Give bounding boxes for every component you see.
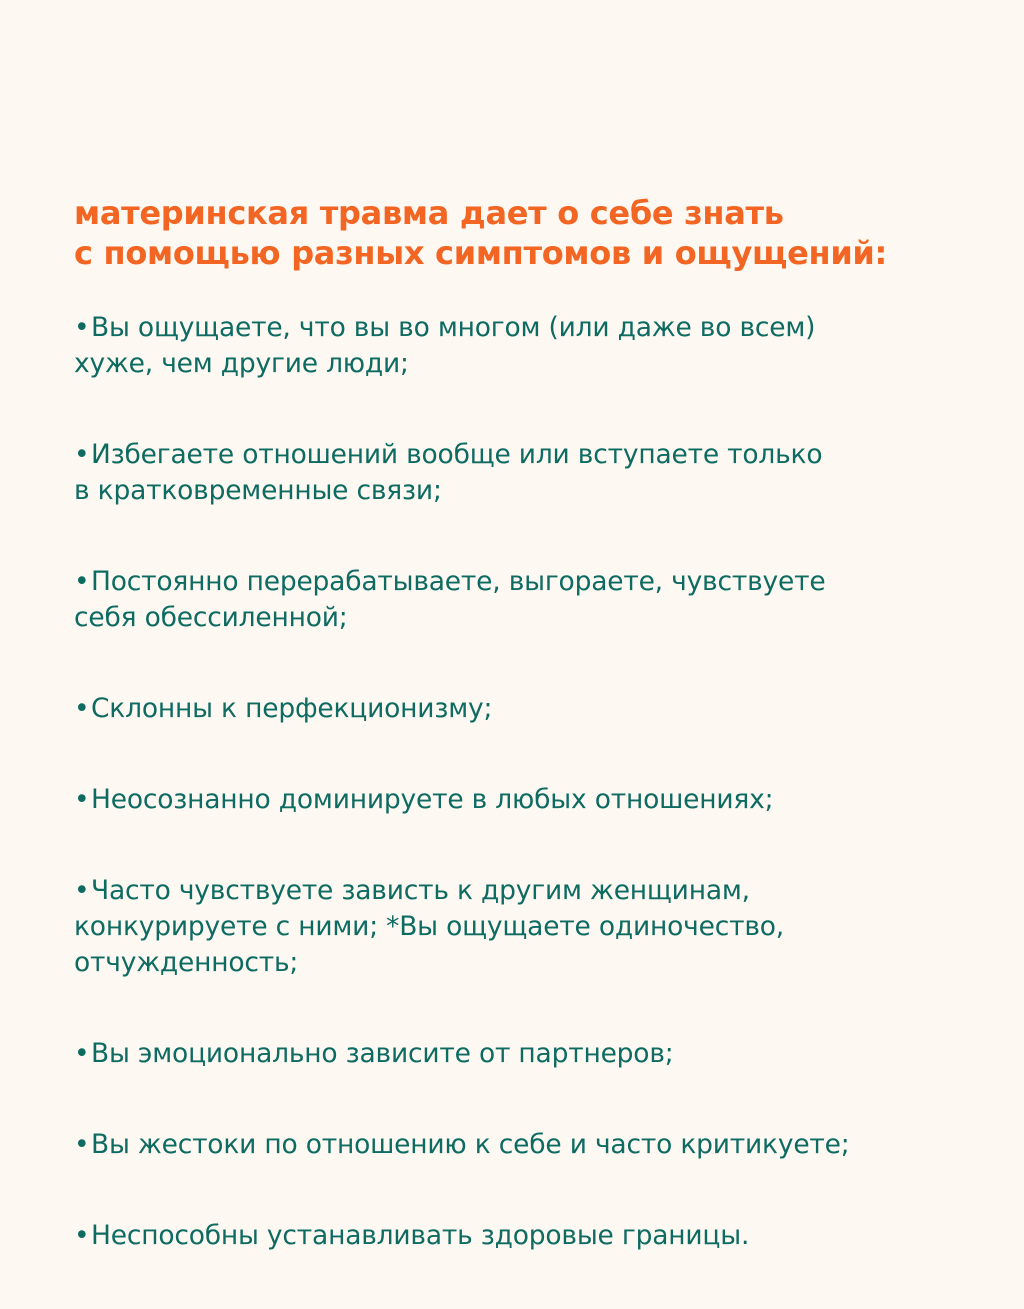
symptom-line: отчужденность; (74, 947, 299, 978)
symptom-line: конкурируете с ними; *Вы ощущаете одиночество, (74, 911, 784, 942)
bullet-dot: • (74, 875, 90, 906)
symptom-line (74, 1036, 974, 1072)
bullet-dot: • (74, 312, 90, 343)
symptom-item (74, 437, 974, 509)
symptom-line (74, 1127, 974, 1163)
symptom-line (74, 1218, 974, 1254)
symptom-text: Вы жестоки по отношению к себе и часто критикуете; (91, 1129, 850, 1160)
symptom-line (74, 564, 974, 600)
symptom-text: Постоянно перерабатываете, выгораете, чувствуете (91, 566, 826, 597)
symptom-line (74, 310, 974, 346)
symptom-item (74, 1218, 974, 1254)
symptom-text: Вы ощущаете, что вы во многом (или даже во всем) (91, 312, 816, 343)
symptom-item (74, 1127, 974, 1163)
bullet-dot: • (74, 1038, 90, 1069)
symptom-line: себя обессиленной; (74, 602, 348, 633)
symptom-line (74, 437, 974, 473)
bullet-dot: • (74, 1129, 90, 1160)
symptom-text: Вы эмоционально зависите от партнеров; (91, 1038, 674, 1069)
symptom-text: Склонны к перфекционизму; (91, 693, 493, 724)
symptom-line: хуже, чем другие люди; (74, 348, 409, 379)
bullet-dot: • (74, 439, 90, 470)
symptom-text: Часто чувствуете зависть к другим женщинам, (91, 875, 750, 906)
symptom-item (74, 310, 974, 382)
symptom-line (74, 782, 974, 818)
symptom-text: Избегаете отношений вообще или вступаете только (91, 439, 823, 470)
symptom-item (74, 782, 974, 818)
symptom-text: Неспособны устанавливать здоровые границы. (91, 1220, 750, 1251)
slide-heading (74, 193, 974, 273)
symptom-line: в кратковременные связи; (74, 475, 442, 506)
symptom-line (74, 691, 974, 727)
bullet-dot: • (74, 1220, 90, 1251)
symptom-item (74, 1036, 974, 1072)
heading-line: с помощью разных симптомов и ощущений: (74, 234, 888, 272)
symptom-line (74, 873, 974, 909)
bullet-dot: • (74, 566, 90, 597)
bullet-dot: • (74, 784, 90, 815)
symptom-list (74, 310, 974, 1309)
symptom-item (74, 691, 974, 727)
heading-line: материнская травма дает о себе знать (74, 194, 784, 232)
bullet-dot: • (74, 693, 90, 724)
symptom-text: Неосознанно доминируете в любых отношениях; (91, 784, 774, 815)
symptom-item (74, 564, 974, 636)
symptom-item (74, 873, 974, 981)
